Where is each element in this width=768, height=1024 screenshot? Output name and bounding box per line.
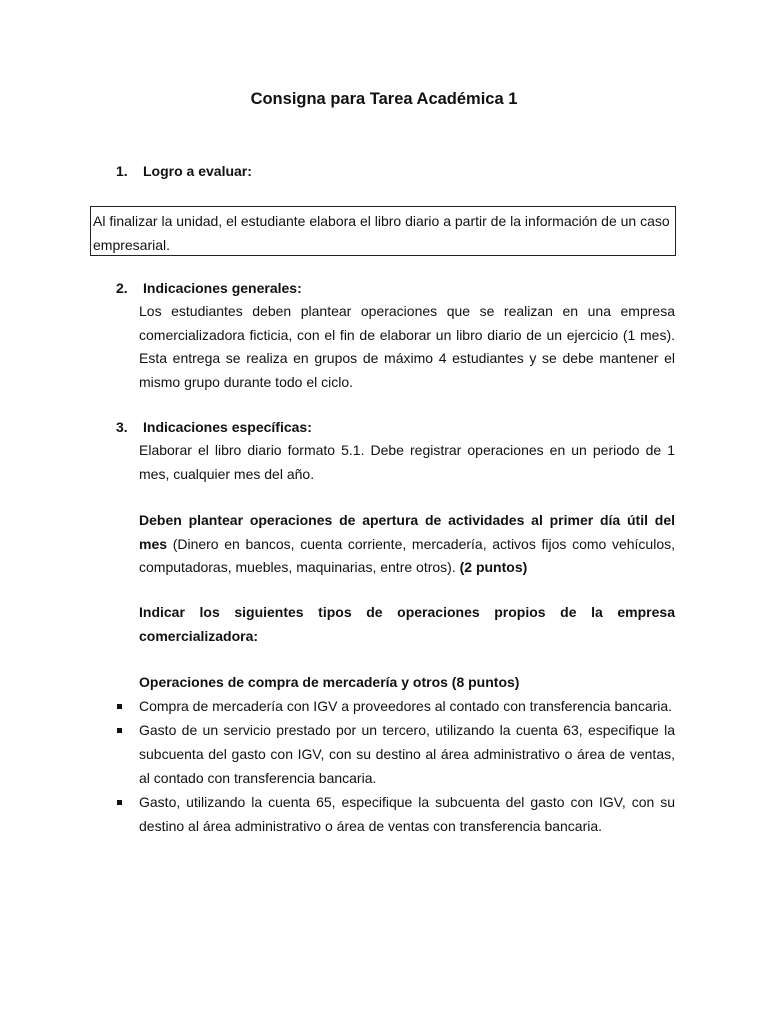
list-item	[139, 694, 675, 718]
section-title: Indicaciones específicas:	[143, 419, 312, 435]
list-item-text: Gasto, utilizando la cuenta 65, especifique la subcuenta del gasto con IGV, con su destino al área administrativo o área de ventas con transferencia bancaria.	[139, 794, 675, 834]
section-number: 2.	[116, 280, 128, 296]
square-bullet-icon	[117, 800, 122, 805]
logro-box: Al finalizar la unidad, el estudiante elabora el libro diario a partir de la información de un caso empresarial.	[90, 206, 676, 256]
apertura-paragraph	[139, 509, 675, 580]
generales-paragraph: Los estudiantes deben plantear operaciones que se realizan en una empresa comercializadora ficticia, con el fin de elaborar un libro diario de un ejercicio (1 mes). Esta entrega se realiza en grupos de máximo 4 estudiantes y se debe mantener el mismo grupo durante todo el ciclo.	[139, 303, 675, 390]
section-heading-logro	[116, 161, 252, 181]
compra-heading: Operaciones de compra de mercadería y otros (8 puntos)	[139, 674, 520, 690]
apertura-text: (Dinero en bancos, cuenta corriente, mercadería, activos fijos como vehículos, computadoras, muebles, maquinarias, entre otros).	[139, 535, 675, 576]
square-bullet-icon	[117, 704, 122, 709]
list-item-text: Compra de mercadería con IGV a proveedores al contado con transferencia bancaria.	[139, 698, 673, 714]
section-heading-generales	[116, 278, 302, 298]
list-item-text: Gasto de un servicio prestado por un tercero, utilizando la cuenta 63, especifique la subcuenta del gasto con IGV, con su destino al área administrativo o área de ventas, al contado con transferencia bancaria.	[139, 722, 675, 786]
indicar-paragraph: Indicar los siguientes tipos de operaciones propios de la empresa comercializadora:	[139, 604, 675, 644]
apertura-bold-text: Deben plantear operaciones de apertura de actividades al primer día útil del mes	[139, 512, 675, 552]
especificas-paragraph: Elaborar el libro diario formato 5.1. Debe registrar operaciones en un periodo de 1 mes, cualquier mes del año.	[139, 442, 675, 482]
compra-bullet-list	[139, 694, 675, 838]
square-bullet-icon	[117, 728, 122, 733]
list-item	[139, 718, 675, 790]
section-title: Indicaciones generales:	[143, 280, 302, 296]
list-item	[139, 790, 675, 838]
section-number: 1.	[116, 163, 128, 179]
section-title: Logro a evaluar:	[143, 163, 252, 179]
section-heading-especificas	[116, 417, 312, 437]
apertura-points: (2 puntos)	[459, 559, 528, 576]
document-title: Consigna para Tarea Académica 1	[250, 90, 518, 108]
section-number: 3.	[116, 419, 128, 435]
